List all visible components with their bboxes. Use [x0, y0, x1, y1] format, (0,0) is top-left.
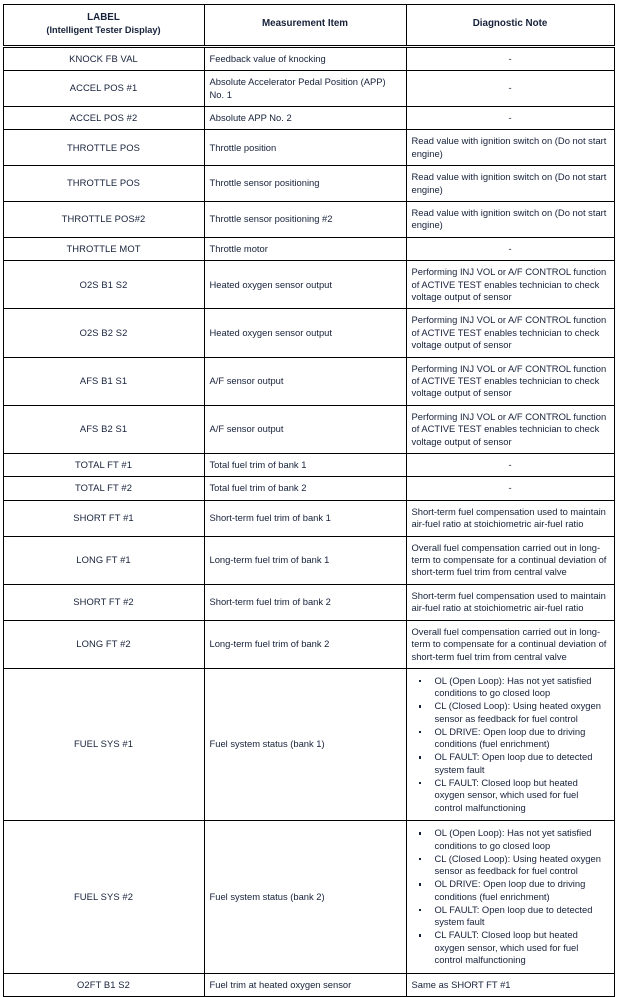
- cell-diagnostic-note: Short-term fuel compensation used to maintain air-fuel ratio at stoichiometric air-fuel ratio: [406, 584, 614, 620]
- cell-measurement-item: Throttle sensor positioning #2: [204, 201, 406, 237]
- cell-label: TOTAL FT #1: [3, 454, 204, 477]
- cell-measurement-item: Total fuel trim of bank 1: [204, 454, 406, 477]
- column-header-label-subtitle: (Intelligent Tester Display): [46, 24, 161, 35]
- table-row: [3, 201, 614, 237]
- cell-diagnostic-note: Overall fuel compensation carried out in long-term to compensate for a continual deviation of short-term fuel trim from central valve: [406, 620, 614, 668]
- diagnostic-note-bullet-item: OL (Open Loop): Has not yet satisfied conditions to go closed loop: [412, 675, 609, 700]
- table-row: [3, 71, 614, 107]
- cell-measurement-item: Long-term fuel trim of bank 2: [204, 620, 406, 668]
- diagnostic-note-bullet-item: OL FAULT: Open loop due to detected system fault: [412, 904, 609, 929]
- table-header-row: [3, 5, 614, 47]
- table-row: [3, 309, 614, 357]
- cell-measurement-item: Short-term fuel trim of bank 1: [204, 500, 406, 536]
- diagnostic-note-bullet-list: [412, 827, 609, 967]
- diagnostic-note-bullet-item: CL FAULT: Closed loop but heated oxygen sensor, which used for fuel control malfunctioning: [412, 929, 609, 967]
- cell-measurement-item: Feedback value of knocking: [204, 46, 406, 70]
- table-row: [3, 973, 614, 996]
- cell-label: FUEL SYS #2: [3, 821, 204, 974]
- diagnostic-note-bullet-item: CL (Closed Loop): Using heated oxygen sensor as feedback for fuel control: [412, 853, 609, 878]
- cell-measurement-item: Heated oxygen sensor output: [204, 309, 406, 357]
- cell-diagnostic-note: Read value with ignition switch on (Do not start engine): [406, 166, 614, 202]
- cell-label: THROTTLE MOT: [3, 237, 204, 260]
- cell-label: ACCEL POS #2: [3, 106, 204, 129]
- cell-measurement-item: A/F sensor output: [204, 357, 406, 405]
- cell-label: THROTTLE POS#2: [3, 201, 204, 237]
- cell-label: O2S B1 S2: [3, 261, 204, 309]
- cell-diagnostic-note: Read value with ignition switch on (Do not start engine): [406, 130, 614, 166]
- cell-measurement-item: Absolute Accelerator Pedal Position (APP) No. 1: [204, 71, 406, 107]
- cell-label: AFS B1 S1: [3, 357, 204, 405]
- diagnostic-note-bullet-item: OL DRIVE: Open loop due to driving conditions (fuel enrichment): [412, 878, 609, 903]
- cell-label: THROTTLE POS: [3, 166, 204, 202]
- column-header-label-title: LABEL: [87, 12, 120, 23]
- diagnostic-note-bullet-item: CL FAULT: Closed loop but heated oxygen sensor, which used for fuel control malfunctioning: [412, 777, 609, 815]
- cell-diagnostic-note: -: [406, 106, 614, 129]
- table-row: [3, 536, 614, 584]
- table-row: [3, 454, 614, 477]
- table-row: [3, 477, 614, 500]
- cell-measurement-item: Fuel system status (bank 2): [204, 821, 406, 974]
- cell-label: SHORT FT #1: [3, 500, 204, 536]
- cell-label: O2FT B1 S2: [3, 973, 204, 996]
- cell-measurement-item: Heated oxygen sensor output: [204, 261, 406, 309]
- table-row: [3, 821, 614, 974]
- cell-diagnostic-note: -: [406, 477, 614, 500]
- cell-diagnostic-note: Short-term fuel compensation used to maintain air-fuel ratio at stoichiometric air-fuel ratio: [406, 500, 614, 536]
- cell-label: LONG FT #1: [3, 536, 204, 584]
- diagnostic-note-bullet-item: CL (Closed Loop): Using heated oxygen sensor as feedback for fuel control: [412, 700, 609, 725]
- cell-label: KNOCK FB VAL: [3, 46, 204, 70]
- cell-label: AFS B2 S1: [3, 405, 204, 453]
- cell-diagnostic-note: Read value with ignition switch on (Do not start engine): [406, 201, 614, 237]
- table-row: [3, 668, 614, 821]
- table-row: [3, 237, 614, 260]
- cell-measurement-item: Throttle position: [204, 130, 406, 166]
- cell-diagnostic-note: Performing INJ VOL or A/F CONTROL function of ACTIVE TEST enables technician to check voltage output of sensor: [406, 405, 614, 453]
- cell-diagnostic-note: -: [406, 71, 614, 107]
- table-row: [3, 500, 614, 536]
- cell-label: TOTAL FT #2: [3, 477, 204, 500]
- cell-label: FUEL SYS #1: [3, 668, 204, 821]
- cell-measurement-item: Throttle motor: [204, 237, 406, 260]
- table-row: [3, 166, 614, 202]
- table-row: [3, 261, 614, 309]
- cell-diagnostic-note: Overall fuel compensation carried out in long-term to compensate for a continual deviation of short-term fuel trim from central valve: [406, 536, 614, 584]
- table-row: [3, 106, 614, 129]
- cell-label: SHORT FT #2: [3, 584, 204, 620]
- cell-label: THROTTLE POS: [3, 130, 204, 166]
- diagnostic-note-bullet-list: [412, 675, 609, 815]
- cell-measurement-item: Total fuel trim of bank 2: [204, 477, 406, 500]
- cell-diagnostic-note: [406, 821, 614, 974]
- diagnostic-note-bullet-item: OL (Open Loop): Has not yet satisfied conditions to go closed loop: [412, 827, 609, 852]
- column-header-measurement-item: Measurement Item: [204, 5, 406, 47]
- table-row: [3, 130, 614, 166]
- cell-diagnostic-note: -: [406, 46, 614, 70]
- cell-diagnostic-note: [406, 668, 614, 821]
- cell-label: O2S B2 S2: [3, 309, 204, 357]
- table-row: [3, 620, 614, 668]
- cell-diagnostic-note: -: [406, 237, 614, 260]
- column-header-diagnostic-note: Diagnostic Note: [406, 5, 614, 47]
- cell-measurement-item: Long-term fuel trim of bank 1: [204, 536, 406, 584]
- cell-diagnostic-note: Same as SHORT FT #1: [406, 973, 614, 996]
- table-row: [3, 357, 614, 405]
- diagnostic-note-bullet-item: OL FAULT: Open loop due to detected system fault: [412, 751, 609, 776]
- table-header: [3, 5, 614, 47]
- cell-diagnostic-note: Performing INJ VOL or A/F CONTROL function of ACTIVE TEST enables technician to check voltage output of sensor: [406, 357, 614, 405]
- cell-diagnostic-note: Performing INJ VOL or A/F CONTROL function of ACTIVE TEST enables technician to check voltage output of sensor: [406, 261, 614, 309]
- cell-label: ACCEL POS #1: [3, 71, 204, 107]
- table-body: [3, 46, 614, 997]
- table-row: [3, 46, 614, 70]
- cell-measurement-item: Throttle sensor positioning: [204, 166, 406, 202]
- cell-measurement-item: Fuel system status (bank 1): [204, 668, 406, 821]
- table-row: [3, 584, 614, 620]
- cell-measurement-item: Absolute APP No. 2: [204, 106, 406, 129]
- data-list-table: [3, 4, 615, 997]
- cell-label: LONG FT #2: [3, 620, 204, 668]
- diagnostic-note-bullet-item: OL DRIVE: Open loop due to driving conditions (fuel enrichment): [412, 726, 609, 751]
- column-header-label: [3, 5, 204, 47]
- cell-measurement-item: Short-term fuel trim of bank 2: [204, 584, 406, 620]
- cell-diagnostic-note: Performing INJ VOL or A/F CONTROL function of ACTIVE TEST enables technician to check voltage output of sensor: [406, 309, 614, 357]
- cell-measurement-item: A/F sensor output: [204, 405, 406, 453]
- cell-measurement-item: Fuel trim at heated oxygen sensor: [204, 973, 406, 996]
- cell-diagnostic-note: -: [406, 454, 614, 477]
- table-row: [3, 405, 614, 453]
